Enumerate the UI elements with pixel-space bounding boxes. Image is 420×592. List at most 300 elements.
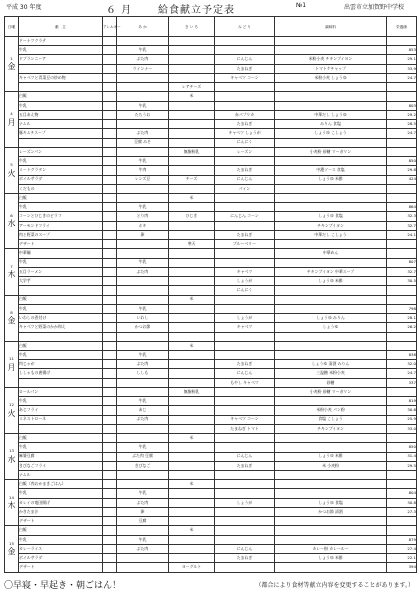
nutrition-value xyxy=(387,332,417,341)
allergy-mark xyxy=(103,535,117,544)
yellow-food xyxy=(169,507,215,516)
green-food: たまねぎ xyxy=(215,64,275,73)
seasoning: しょうゆ 食塩 xyxy=(275,498,387,507)
yellow-food xyxy=(169,120,215,129)
green-food xyxy=(215,304,275,313)
month-label: ６ 月 xyxy=(106,5,133,16)
seasoning: チキンブイヨン xyxy=(275,424,387,433)
allergy-mark xyxy=(103,406,117,415)
yellow-food xyxy=(169,184,215,193)
nutrition-value xyxy=(387,83,417,92)
day-date: 15 xyxy=(9,540,14,546)
day-cell xyxy=(5,387,19,433)
dish-name: きびなごフライ xyxy=(19,461,103,470)
green-food: 赤パプリカ xyxy=(215,110,275,119)
green-food: にんじん xyxy=(215,369,275,378)
nutrition-value: 30.8 xyxy=(387,498,417,507)
yellow-food xyxy=(169,544,215,553)
dish-name: 牛乳 xyxy=(19,203,103,212)
red-food xyxy=(117,563,169,572)
dish-name: ボイルサラダ xyxy=(19,175,103,184)
nutrition-value xyxy=(387,193,417,202)
table-row xyxy=(5,37,417,46)
nutrition-value: 30.6 xyxy=(387,406,417,415)
seasoning xyxy=(275,489,387,498)
table-row xyxy=(5,360,417,369)
red-food: 牛乳 xyxy=(117,397,169,406)
red-food: たちうお xyxy=(117,110,169,119)
green-food: たまねぎ xyxy=(215,230,275,239)
red-food: ぶた肉 xyxy=(117,55,169,64)
nutrition-value xyxy=(387,37,417,46)
day-date: 5 xyxy=(10,162,13,168)
allergy-mark xyxy=(103,387,117,396)
dish-name: ナムル xyxy=(19,471,103,480)
green-food: しょうが xyxy=(215,277,275,286)
day-cell xyxy=(5,480,19,526)
yellow-food xyxy=(169,397,215,406)
table-row xyxy=(5,489,417,498)
table-row xyxy=(5,295,417,304)
seasoning: 小麦粉 砂糖 マーガリン xyxy=(275,387,387,396)
red-food: ぶた肉 xyxy=(117,544,169,553)
table-row xyxy=(5,267,417,276)
table-row xyxy=(5,507,417,516)
seasoning xyxy=(275,526,387,535)
dish-name: 白飯 xyxy=(19,92,103,101)
red-food xyxy=(117,120,169,129)
green-food: たまねぎ トマト xyxy=(215,424,275,433)
green-food xyxy=(215,193,275,202)
nutrition-value: 807 xyxy=(387,258,417,267)
nutrition-value: 798 xyxy=(387,304,417,313)
green-food xyxy=(215,203,275,212)
table-row xyxy=(5,230,417,239)
seasoning xyxy=(275,471,387,480)
red-food xyxy=(117,147,169,156)
seasoning xyxy=(275,295,387,304)
dish-name: 豚キムチスープ xyxy=(19,129,103,138)
dish-name: 牛乳 xyxy=(19,350,103,359)
red-food: 牛乳 xyxy=(117,258,169,267)
green-food: パイン xyxy=(215,184,275,193)
yellow-food xyxy=(169,415,215,424)
seasoning xyxy=(275,341,387,350)
dish-name xyxy=(19,332,103,341)
allergy-mark xyxy=(103,73,117,82)
nutrition-value xyxy=(387,147,417,156)
dish-name: レーズンパン xyxy=(19,147,103,156)
dish-name: 肉と野菜のスープ xyxy=(19,230,103,239)
dish-name: ししゃもの唐揚げ xyxy=(19,369,103,378)
nutrition-value xyxy=(387,286,417,295)
dish-name: カレイの竜田揚げ xyxy=(19,498,103,507)
dish-name: 牛乳 xyxy=(19,157,103,166)
table-row xyxy=(5,73,417,82)
green-food xyxy=(215,101,275,110)
nutrition-value: 803 xyxy=(387,101,417,110)
red-food xyxy=(117,332,169,341)
allergy-mark xyxy=(103,203,117,212)
seasoning: 米粉小麦 チキンブイヨン xyxy=(275,55,387,64)
green-food: キャベツ コーン xyxy=(215,73,275,82)
yellow-food: 米 xyxy=(169,295,215,304)
red-food: 牛乳 xyxy=(117,101,169,110)
allergy-mark xyxy=(103,471,117,480)
green-food xyxy=(215,434,275,443)
table-row xyxy=(5,471,417,480)
allergy-mark xyxy=(103,92,117,101)
day-cell xyxy=(5,295,19,341)
nutrition-value: 25.9 xyxy=(387,415,417,424)
dish-name: コーンとひじきのピラフ xyxy=(19,212,103,221)
red-food: ウインナー xyxy=(117,64,169,73)
allergy-mark xyxy=(103,138,117,147)
dish-name: ミネストローネ xyxy=(19,415,103,424)
table-row xyxy=(5,406,417,415)
table-row xyxy=(5,397,417,406)
page-header xyxy=(0,0,420,16)
footer-note: （都合により食材等献立内容を変更することがあります。） xyxy=(255,582,414,589)
table-row xyxy=(5,314,417,323)
table-row xyxy=(5,277,417,286)
nutrition-value: 850 xyxy=(387,157,417,166)
seasoning: 小麦粉 砂糖 マーガリン xyxy=(275,147,387,156)
yellow-food xyxy=(169,166,215,175)
dish-name xyxy=(19,64,103,73)
red-food xyxy=(117,240,169,249)
yellow-food xyxy=(169,350,215,359)
table-row xyxy=(5,369,417,378)
seasoning xyxy=(275,37,387,46)
red-food xyxy=(117,37,169,46)
seasoning: チキンブイヨン 中華スープ xyxy=(275,267,387,276)
nutrition-value: 424 xyxy=(387,175,417,184)
allergy-mark xyxy=(103,230,117,239)
yellow-food: 米 xyxy=(169,526,215,535)
nutrition-value: 26.2 xyxy=(387,323,417,332)
allergy-mark xyxy=(103,83,117,92)
seasoning: チキンブイヨン xyxy=(275,221,387,230)
red-food xyxy=(117,83,169,92)
nutrition-value: 31.4 xyxy=(387,452,417,461)
allergy-mark xyxy=(103,360,117,369)
seasoning xyxy=(275,203,387,212)
green-food: しょうが xyxy=(215,314,275,323)
green-food xyxy=(215,507,275,516)
seasoning xyxy=(275,286,387,295)
nutrition-value xyxy=(387,295,417,304)
table-row xyxy=(5,554,417,563)
table-row xyxy=(5,286,417,295)
table-row xyxy=(5,323,417,332)
allergy-mark xyxy=(103,397,117,406)
table-row xyxy=(5,138,417,147)
table-row xyxy=(5,212,417,221)
seasoning: トマトケチャップ xyxy=(275,64,387,73)
table-row xyxy=(5,526,417,535)
nutrition-value: 29.5 xyxy=(387,461,417,470)
green-food xyxy=(215,92,275,101)
nutrition-value xyxy=(387,184,417,193)
table-row xyxy=(5,221,417,230)
red-food xyxy=(117,295,169,304)
yellow-food: 寒天 xyxy=(169,240,215,249)
red-food: 牛乳 xyxy=(117,350,169,359)
table-row xyxy=(5,120,417,129)
yellow-food xyxy=(169,73,215,82)
allergy-mark xyxy=(103,443,117,452)
allergy-mark xyxy=(103,286,117,295)
yellow-food xyxy=(169,203,215,212)
yellow-food: 米 xyxy=(169,480,215,489)
yellow-food: ひじき xyxy=(169,212,215,221)
green-food xyxy=(215,350,275,359)
dish-name: 牛乳 xyxy=(19,397,103,406)
menu-table xyxy=(4,16,417,573)
nutrition-value xyxy=(387,138,417,147)
nutrition-value: 24.1 xyxy=(387,230,417,239)
green-food: たまねぎ xyxy=(215,554,275,563)
nutrition-value: 337 xyxy=(387,378,417,387)
day-weekday: 金 xyxy=(7,62,16,72)
yellow-food xyxy=(169,406,215,415)
yellow-food xyxy=(169,221,215,230)
seasoning: しょうゆ 食塩 xyxy=(275,212,387,221)
table-row xyxy=(5,157,417,166)
allergy-mark xyxy=(103,424,117,433)
yellow-food xyxy=(169,535,215,544)
red-food: 牛乳 xyxy=(117,46,169,55)
red-food: ししも xyxy=(117,369,169,378)
nutrition-value: 29.2 xyxy=(387,110,417,119)
allergy-mark xyxy=(103,212,117,221)
yellow-food: チーズ xyxy=(169,175,215,184)
green-food xyxy=(215,471,275,480)
col-seasoning: 調味料 xyxy=(275,17,387,37)
seasoning: しょうゆ 米酢 xyxy=(275,277,387,286)
red-food: 牛乳 xyxy=(117,489,169,498)
dish-name: 麻婆豆腐 xyxy=(19,452,103,461)
table-row xyxy=(5,434,417,443)
yellow-food: 無脂粉乳 xyxy=(169,147,215,156)
allergy-mark xyxy=(103,184,117,193)
red-food xyxy=(117,341,169,350)
yellow-food xyxy=(169,424,215,433)
table-row xyxy=(5,461,417,470)
yellow-food: レアチーズ xyxy=(169,83,215,92)
green-food xyxy=(215,480,275,489)
nutrition-value: 24.7 xyxy=(387,369,417,378)
dish-name: 白飯 xyxy=(19,526,103,535)
allergy-mark xyxy=(103,323,117,332)
red-food xyxy=(117,554,169,563)
allergy-mark xyxy=(103,554,117,563)
green-food xyxy=(215,157,275,166)
green-food xyxy=(215,526,275,535)
seasoning: しょうゆ xyxy=(275,323,387,332)
green-food xyxy=(215,46,275,55)
seasoning xyxy=(275,434,387,443)
red-food: ぶた肉 xyxy=(117,415,169,424)
red-food: ぶた肉 xyxy=(117,360,169,369)
green-food: たまねぎ xyxy=(215,120,275,129)
red-food: いわし xyxy=(117,314,169,323)
dish-name: ロールパン xyxy=(19,387,103,396)
col-nutrition: 栄養価 xyxy=(387,17,417,37)
seasoning xyxy=(275,332,387,341)
green-food xyxy=(215,221,275,230)
green-food: にんじん xyxy=(215,544,275,553)
red-food: 豆腐 みそ xyxy=(117,138,169,147)
dish-name: デザート xyxy=(19,517,103,526)
nutrition-value xyxy=(387,526,417,535)
green-food xyxy=(215,295,275,304)
seasoning: 三温糖 米粉小麦 xyxy=(275,369,387,378)
green-food xyxy=(215,258,275,267)
green-food: ブルーベリー xyxy=(215,240,275,249)
dish-name: ナムル xyxy=(19,120,103,129)
green-food: もやし キャベツ xyxy=(215,378,275,387)
nutrition-value: 850 xyxy=(387,443,417,452)
allergy-mark xyxy=(103,64,117,73)
red-food xyxy=(117,193,169,202)
red-food: ぶた肉 豆腐 xyxy=(117,452,169,461)
day-weekday: 金 xyxy=(7,547,16,557)
red-food xyxy=(117,378,169,387)
dish-name xyxy=(19,138,103,147)
allergy-mark xyxy=(103,101,117,110)
nutrition-value: 30.5 xyxy=(387,277,417,286)
yellow-food xyxy=(169,304,215,313)
green-food xyxy=(215,387,275,396)
nutrition-value: 27.4 xyxy=(387,544,417,553)
allergy-mark xyxy=(103,249,117,258)
table-row xyxy=(5,415,417,424)
red-food: ホキ xyxy=(117,221,169,230)
day-cell xyxy=(5,434,19,480)
allergy-mark xyxy=(103,193,117,202)
seasoning xyxy=(275,101,387,110)
yellow-food: 米 xyxy=(169,434,215,443)
day-weekday: 金 xyxy=(7,316,16,326)
table-row xyxy=(5,452,417,461)
table-row xyxy=(5,304,417,313)
table-row xyxy=(5,55,417,64)
table-row xyxy=(5,129,417,138)
yellow-food xyxy=(169,471,215,480)
day-weekday: 水 xyxy=(7,454,16,464)
nutrition-value xyxy=(387,92,417,101)
day-date: 1 xyxy=(10,55,13,61)
seasoning xyxy=(275,517,387,526)
day-weekday: 火 xyxy=(7,168,16,178)
seasoning xyxy=(275,193,387,202)
nutrition-value xyxy=(387,240,417,249)
allergy-mark xyxy=(103,332,117,341)
yellow-food xyxy=(169,378,215,387)
red-food: とり肉 xyxy=(117,212,169,221)
red-food xyxy=(117,434,169,443)
page-title: 給食献立予定表 xyxy=(158,5,235,16)
green-food: キャベツ しょうが xyxy=(215,129,275,138)
red-food: 牛乳 xyxy=(117,443,169,452)
day-cell xyxy=(5,249,19,295)
fiscal-year: 平成 30 年度 xyxy=(6,4,42,11)
nutrition-value xyxy=(387,434,417,443)
dish-name: 白飯 xyxy=(19,295,103,304)
yellow-food xyxy=(169,369,215,378)
nutrition-value: 22.1 xyxy=(387,554,417,563)
nutrition-value: 853 xyxy=(387,46,417,55)
dish-name: 牛乳 xyxy=(19,258,103,267)
allergy-mark xyxy=(103,304,117,313)
allergy-mark xyxy=(103,350,117,359)
nutrition-value: 33.9 xyxy=(387,64,417,73)
red-food: ぶた肉 xyxy=(117,498,169,507)
allergy-mark xyxy=(103,295,117,304)
yellow-food xyxy=(169,314,215,323)
seasoning: みりん 食塩 xyxy=(275,120,387,129)
col-day: 日曜 xyxy=(5,17,19,37)
table-row xyxy=(5,517,417,526)
yellow-food xyxy=(169,277,215,286)
red-food: 牛乳 xyxy=(117,157,169,166)
red-food: レンズ豆 xyxy=(117,175,169,184)
dish-name xyxy=(19,378,103,387)
seasoning xyxy=(275,157,387,166)
day-weekday: 月 xyxy=(7,117,16,127)
green-food: キャベツ コーン xyxy=(215,415,275,424)
yellow-food xyxy=(169,55,215,64)
allergy-mark xyxy=(103,166,117,175)
day-date: 4 xyxy=(10,111,13,117)
day-weekday: 月 xyxy=(7,362,16,372)
table-row xyxy=(5,258,417,267)
seasoning: 砂糖 xyxy=(275,378,387,387)
nutrition-value: 28.5 xyxy=(387,120,417,129)
yellow-food xyxy=(169,360,215,369)
dish-name xyxy=(19,286,103,295)
slogan: 〇早寝・早起き・朝ごはん！ xyxy=(4,581,122,591)
table-row xyxy=(5,64,417,73)
red-food xyxy=(117,424,169,433)
red-food: 牛乳 xyxy=(117,203,169,212)
seasoning xyxy=(275,350,387,359)
allergy-mark xyxy=(103,369,117,378)
green-food xyxy=(215,83,275,92)
seasoning xyxy=(275,184,387,193)
seasoning: しょうゆ こしょう xyxy=(275,129,387,138)
nutrition-value: 819 xyxy=(387,397,417,406)
dish-name: かきたま汁 xyxy=(19,507,103,516)
nutrition-value: 24.7 xyxy=(387,129,417,138)
red-food: きびなご xyxy=(117,461,169,470)
table-row xyxy=(5,544,417,553)
dish-name: 五目あえ物 xyxy=(19,110,103,119)
yellow-food xyxy=(169,452,215,461)
dish-name: 白飯 xyxy=(19,193,103,202)
seasoning xyxy=(275,240,387,249)
table-row xyxy=(5,443,417,452)
day-weekday: 木 xyxy=(7,270,16,280)
dish-name: 白飯 xyxy=(19,341,103,350)
nutrition-value xyxy=(387,480,417,489)
nutrition-value: 33.0 xyxy=(387,424,417,433)
green-food: しょうが xyxy=(215,498,275,507)
seasoning: 米粉小麦 しょうゆ xyxy=(275,73,387,82)
green-food: たまねぎ xyxy=(215,461,275,470)
